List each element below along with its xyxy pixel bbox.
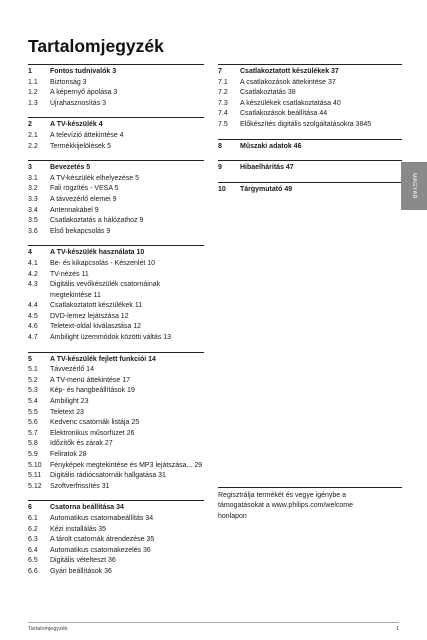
registration-note: [218, 487, 402, 522]
toc-entry-number: 6.6: [28, 567, 38, 575]
toc-right-sections: [218, 64, 402, 195]
toc-entry-title: Fontos tudnivalók 3: [50, 68, 117, 75]
toc-entry-title: Feliratok 28: [50, 451, 87, 458]
toc-entry: [28, 78, 204, 89]
toc-section-heading: [28, 355, 204, 366]
toc-entry: [28, 227, 204, 238]
toc-section-heading: [28, 67, 204, 78]
toc-entry: [28, 259, 204, 270]
toc-entry-title: A TV-menü áttekintése 17: [50, 376, 131, 384]
toc-entry-title: A TV-készülék 4: [50, 121, 103, 129]
toc-entry-title: Digitális vételteszt 36: [50, 557, 116, 565]
toc-section-heading: [28, 503, 204, 514]
toc-entry: [28, 482, 204, 493]
toc-entry: [28, 206, 204, 217]
toc-entry-title: Automatikus csatornabeállítás 34: [50, 514, 154, 522]
toc-section: [218, 160, 402, 174]
toc-entry-title: A TV-készülék fejlett funkciói 14: [50, 355, 156, 363]
toc-section: [28, 500, 204, 577]
toc-entry-title: Automatikus csatornakezelés 36: [50, 546, 151, 554]
toc-entry: [218, 109, 402, 120]
toc-entry: [28, 312, 204, 323]
toc-entry-number: 5.7: [28, 429, 38, 437]
toc-entry: [28, 471, 204, 482]
toc-entry-number: 7.3: [218, 99, 228, 107]
toc-section: [28, 64, 204, 109]
toc-entry-title: Csatlakoztatás a hálózathoz 9: [50, 217, 144, 225]
toc-entry-title: Előkészítés digitális szolgáltatásokra 3845: [240, 120, 372, 128]
toc-entry: [28, 322, 204, 333]
toc-entry-title: A távvezérlő elemei 9: [50, 195, 117, 203]
toc-entry-number: 1.1: [28, 78, 38, 86]
toc-section-heading: [218, 163, 402, 174]
toc-entry-title: Termékkijelölések 5: [50, 142, 112, 150]
registration-note-line: Regisztrálja termékét és vegye igénybe a: [218, 492, 347, 499]
toc-entry-number: 4.1: [28, 259, 38, 267]
toc-entry: [28, 270, 204, 281]
toc-entry-title: Időzítők és zárak 27: [50, 440, 113, 448]
toc-entry-title: TV-nézés 11: [50, 270, 89, 278]
section-spacer: [28, 237, 204, 245]
toc-entry: [28, 376, 204, 387]
toc-entry-number: 6.4: [28, 546, 38, 554]
toc-section: [218, 182, 402, 196]
toc-entry: [28, 301, 204, 312]
footer-section-title: Tartalomjegyzék: [28, 626, 68, 632]
toc-entry: [218, 99, 402, 110]
toc-entry: [28, 216, 204, 227]
toc-entry-title: Csatlakozások beállítása 44: [240, 110, 328, 118]
toc-entry-number: 4.6: [28, 323, 38, 331]
toc-entry: [28, 418, 204, 429]
toc-entry-title: A TV-készülék elhelyezése 5: [50, 174, 139, 182]
toc-entry-title: Hibaelhárítás 47: [240, 164, 294, 172]
toc-entry-title: A TV-készülék használata 10: [50, 249, 145, 257]
toc-section-heading: [218, 185, 402, 196]
toc-entry: [28, 514, 204, 525]
toc-entry-number: 5.6: [28, 419, 38, 427]
toc-entry-title: Csatlakoztatott készülékek 37: [240, 68, 339, 75]
toc-entry-number: 6.3: [28, 536, 38, 544]
toc-entry: [28, 174, 204, 185]
toc-entry-number: 3.6: [28, 227, 38, 235]
toc-entry-title: Digitális rádiócsatornák hallgatása 31: [50, 472, 166, 480]
toc-entry: [28, 535, 204, 546]
section-spacer: [28, 109, 204, 117]
toc-entry: [28, 461, 204, 472]
toc-entry-number: 5.11: [28, 472, 42, 480]
toc-entry-title: Kézi installálás 35: [50, 525, 107, 533]
toc-entry-number: 1.3: [28, 99, 38, 107]
toc-section: [28, 160, 204, 237]
toc-entry: [28, 365, 204, 376]
section-spacer: [218, 174, 402, 182]
toc-entry-title: Be- és kikapcsolás - Készenlét 10: [50, 259, 156, 267]
toc-entry-title: DVD-lemez lejátszása 12: [50, 312, 129, 320]
toc-entry-number: 3.2: [28, 185, 38, 193]
toc-entry-title: Ambilight 23: [50, 398, 89, 406]
page-footer: [28, 622, 399, 632]
page-title: Tartalomjegyzék: [28, 36, 164, 56]
toc-section-heading: [218, 67, 402, 78]
toc-entry-number: 4.3: [28, 281, 38, 289]
registration-note-line: támogatásokat a www.philips.com/welcome: [218, 502, 354, 510]
toc-entry-number: 5.12: [28, 482, 42, 490]
toc-entry-title: Csatlakoztatás 38: [240, 89, 296, 97]
toc-entry-number: 4.2: [28, 270, 38, 278]
toc-entry: [218, 88, 402, 99]
toc-section: [218, 139, 402, 153]
section-spacer: [28, 492, 204, 500]
toc-entry-number: 4.4: [28, 302, 38, 310]
toc-right-column: [218, 64, 402, 520]
language-side-tab: [401, 162, 427, 210]
toc-entry-title: Ambilight üzemmódok közötti váltás 13: [50, 334, 171, 342]
toc-entry: [218, 120, 402, 131]
toc-entry: [28, 142, 204, 153]
toc-section-heading: [218, 142, 402, 153]
toc-entry: [28, 99, 204, 110]
toc-entry-title: A készülékek csatlakoztatása 40: [240, 99, 341, 107]
toc-entry: [28, 429, 204, 440]
toc-entry-title: A televízió áttekintése 4: [50, 131, 124, 139]
toc-entry-title: Kedvenc csatornák listája 25: [50, 419, 140, 427]
toc-entry-title: Fali rögzítés - VESA 5: [50, 185, 119, 193]
toc-entry: [28, 195, 204, 206]
toc-entry-number: 3.1: [28, 174, 38, 182]
toc-entry-number: 8: [218, 142, 222, 150]
toc-entry-number: 5: [28, 355, 32, 363]
toc-entry: [28, 397, 204, 408]
toc-entry: [28, 556, 204, 567]
toc-entry-title: A tárolt csatornák átrendezése 35: [50, 536, 155, 544]
toc-left-column: [28, 64, 204, 578]
page-number: 1: [395, 626, 399, 632]
toc-entry-number: 5.3: [28, 387, 38, 395]
toc-entry-title: Távvezérlő 14: [50, 366, 94, 374]
toc-entry: [28, 408, 204, 419]
toc-entry: [28, 88, 204, 99]
toc-section: [218, 64, 402, 131]
toc-entry: [28, 291, 204, 302]
toc-entry-title: A képernyő ápolása 3: [50, 89, 118, 97]
toc-entry-number: 3.3: [28, 195, 38, 203]
toc-entry: [28, 184, 204, 195]
toc-entry-number: 7.1: [218, 78, 228, 86]
toc-entry: [28, 333, 204, 344]
toc-entry-number: 7: [218, 68, 222, 75]
toc-entry-title: Biztonság 3: [50, 78, 87, 86]
toc-entry-title: megtekintése 11: [50, 291, 101, 299]
toc-entry-title: Gyári beállítások 36: [50, 567, 112, 575]
toc-entry-number: 6.2: [28, 525, 38, 533]
toc-entry-number: 2: [28, 121, 32, 129]
toc-entry: [218, 78, 402, 89]
toc-entry-number: 5.2: [28, 376, 38, 384]
toc-entry-number: 6.5: [28, 557, 38, 565]
toc-entry-title: Első bekapcsolás 9: [50, 227, 111, 235]
toc-entry-number: 5.1: [28, 366, 38, 374]
registration-note-line: honlapon: [218, 512, 247, 520]
toc-entry-number: 5.4: [28, 398, 38, 406]
toc-entry-number: 4.5: [28, 312, 38, 320]
section-spacer: [218, 152, 402, 160]
toc-entry-title: Újrahasznosítás 3: [50, 99, 107, 107]
toc-section-heading: [28, 163, 204, 174]
toc-entry-number: 6: [28, 504, 32, 512]
toc-entry-number: 3.5: [28, 217, 38, 225]
toc-entry-title: Tárgymutató 49: [240, 185, 293, 193]
toc-section-heading: [28, 248, 204, 259]
toc-entry-title: Elektronikus műsorfüzet 26: [50, 429, 135, 437]
toc-entry-number: 7.2: [218, 89, 228, 97]
toc-entry-title: Csatorna beállítása 34: [50, 504, 124, 512]
toc-entry-number: 3.4: [28, 206, 38, 214]
toc-entry: [28, 450, 204, 461]
toc-entry: [28, 525, 204, 536]
toc-entry-title: Bevezetés 5: [50, 164, 91, 172]
toc-entry-title: Kép- és hangbeállítások 19: [50, 387, 135, 395]
toc-entry-number: 5.9: [28, 451, 38, 458]
toc-entry-number: 1: [28, 68, 32, 75]
language-tab-label: MAGYAR: [411, 173, 417, 199]
toc-section-heading: [28, 120, 204, 131]
toc-entry-title: Antennakábel 9: [50, 206, 99, 214]
section-spacer: [28, 344, 204, 352]
toc-entry-title: Műszaki adatok 46: [240, 142, 302, 150]
toc-entry-number: 7.4: [218, 110, 228, 118]
toc-entry-number: [28, 291, 50, 302]
toc-entry-title: Szoftverfrissítés 31: [50, 482, 110, 490]
toc-entry-title: Fényképek megtekintése és MP3 lejátszása... 29: [50, 461, 203, 469]
toc-entry-number: 4.7: [28, 334, 38, 342]
toc-entry: [28, 280, 204, 291]
toc-entry: [28, 439, 204, 450]
toc-entry-number: 9: [218, 164, 222, 172]
toc-entry-number: 5.10: [28, 461, 42, 469]
toc-entry-number: 5.5: [28, 408, 38, 416]
toc-entry-title: Teletext-oldal kiválasztása 12: [50, 323, 142, 331]
section-spacer: [28, 152, 204, 160]
toc-entry: [28, 131, 204, 142]
toc-entry-title: A csatlakozások áttekintése 37: [240, 78, 336, 86]
toc-entry: [28, 386, 204, 397]
toc-entry: [28, 567, 204, 578]
toc-entry-number: 3: [28, 164, 32, 172]
section-spacer: [218, 131, 402, 139]
toc-entry: [28, 546, 204, 557]
toc-entry-title: Teletext 23: [50, 408, 84, 416]
toc-section: [28, 117, 204, 152]
toc-entry-number: 6.1: [28, 514, 38, 522]
toc-entry-number: 10: [218, 185, 226, 193]
toc-section: [28, 352, 204, 493]
toc-entry-number: 2.2: [28, 142, 38, 150]
toc-entry-number: 1.2: [28, 89, 38, 97]
toc-entry-number: 5.8: [28, 440, 38, 448]
toc-entry-title: Digitális vevőkészülék csatornáinak: [50, 281, 161, 289]
toc-entry-number: 4: [28, 249, 32, 257]
toc-entry-number: 2.1: [28, 131, 38, 139]
toc-entry-number: 7.5: [218, 120, 228, 128]
toc-entry-title: Csatlakoztatott készülékek 11: [50, 302, 143, 310]
toc-section: [28, 245, 204, 343]
